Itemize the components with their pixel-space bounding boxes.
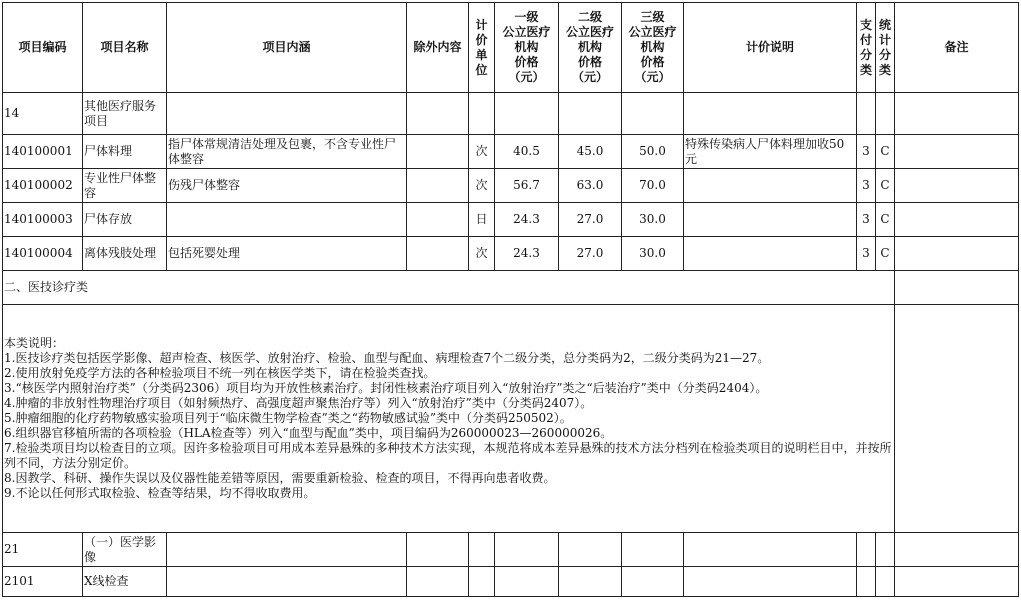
table-row [3, 237, 1019, 271]
note-line: 2.使用放射免疫学方法的各种检验项目不统一列在核医学类下，请在检验类查找。 [4, 366, 436, 380]
header-pay-class: 支 付 分 类 [857, 3, 876, 93]
cell-content [167, 93, 407, 135]
cell-unit: 日 [469, 203, 495, 237]
cell-code: 2101 [3, 567, 83, 597]
table-row [3, 169, 1019, 203]
cell-pay-class: 3 [857, 169, 876, 203]
cell-code: 21 [3, 533, 83, 567]
notes-row [3, 305, 1019, 533]
cell-stat-class [876, 567, 895, 597]
cell-remarks [895, 271, 1019, 305]
cell-unit [469, 533, 495, 567]
note-line: 5.肿瘤细胞的化疗药物敏感实验项目列于“临床微生物学检查”类之“药物敏感试验”类中（分类码250502）。 [4, 411, 572, 425]
section-row [3, 271, 1019, 305]
cell-code: 14 [3, 93, 83, 135]
cell-remarks [895, 237, 1019, 271]
cell-price-level3: 70.0 [622, 169, 684, 203]
cell-name: （一）医学影像 [83, 533, 167, 567]
header-content: 项目内涵 [167, 3, 407, 93]
section-title: 二、医技诊疗类 [3, 271, 895, 305]
cell-unit: 次 [469, 135, 495, 169]
cell-pay-class: 3 [857, 203, 876, 237]
cell-price-level1 [495, 567, 559, 597]
cell-content [167, 567, 407, 597]
cell-code: 140100002 [3, 169, 83, 203]
cell-unit: 次 [469, 169, 495, 203]
price-table [2, 2, 1019, 597]
cell-content: 指尸体常规清洁处理及包裹，不含专业性尸体整容 [167, 135, 407, 169]
note-line: 9.不论以任何形式取检验、检查等结果，均不得收取费用。 [4, 486, 316, 500]
cell-price-level2: 45.0 [559, 135, 622, 169]
note-line: 3.“核医学内照射治疗类”（分类码2306）项目均为开放性核素治疗。封闭性核素治疗项目列入“放射治疗”类之“后装治疗”类中（分类码2404）。 [4, 381, 768, 395]
cell-content: 包括死婴处理 [167, 237, 407, 271]
cell-pay-class [857, 567, 876, 597]
cell-price-level3: 30.0 [622, 237, 684, 271]
cell-remarks [895, 169, 1019, 203]
cell-content [167, 203, 407, 237]
cell-price-level2: 27.0 [559, 203, 622, 237]
cell-code: 140100001 [3, 135, 83, 169]
cell-remarks [895, 203, 1019, 237]
table-row [3, 135, 1019, 169]
cell-explain [684, 93, 857, 135]
cell-content: 伤残尸体整容 [167, 169, 407, 203]
cell-excluded [407, 93, 469, 135]
header-price-level3: 三级 公立医疗 机构 价格 （元） [622, 3, 684, 93]
cell-code: 140100003 [3, 203, 83, 237]
cell-price-level2: 63.0 [559, 169, 622, 203]
cell-explain [684, 169, 857, 203]
cell-name: 其他医疗服务项目 [83, 93, 167, 135]
cell-price-level2 [559, 93, 622, 135]
cell-price-level1: 56.7 [495, 169, 559, 203]
cell-price-level2: 27.0 [559, 237, 622, 271]
cell-price-level3 [622, 533, 684, 567]
note-line: 8.因教学、科研、操作失误以及仪器性能差错等原因，需要重新检验、检查的项目，不得再向患者收费。 [4, 471, 556, 485]
cell-remarks [895, 533, 1019, 567]
header-unit: 计 价 单 位 [469, 3, 495, 93]
cell-name: X线检查 [83, 567, 167, 597]
cell-price-level3: 50.0 [622, 135, 684, 169]
header-name: 项目名称 [83, 3, 167, 93]
header-price-level2: 二级 公立医疗 机构 价格 （元） [559, 3, 622, 93]
note-line: 7.检验类项目均以检查目的立项。因许多检验项目可用成本差异悬殊的多种技术方法实现，本规范将成本差异悬殊的技术方法分档列在检验类项目的说明栏目中，并按所列不同，方法分别定价。 [4, 441, 892, 470]
cell-price-level3 [622, 567, 684, 597]
note-line: 1.医技诊疗类包括医学影像、超声检查、核医学、放射治疗、检验、血型与配血、病理检查7个二级分类，总分类码为2，二级分类码为21—27。 [4, 351, 770, 365]
cell-remarks [895, 305, 1019, 533]
cell-pay-class [857, 533, 876, 567]
table-row [3, 93, 1019, 135]
cell-price-level2 [559, 533, 622, 567]
cell-excluded [407, 203, 469, 237]
header-price-level1: 一级 公立医疗 机构 价格 （元） [495, 3, 559, 93]
cell-remarks [895, 567, 1019, 597]
cell-explain [684, 203, 857, 237]
cell-stat-class: C [876, 237, 895, 271]
header-excluded: 除外内容 [407, 3, 469, 93]
cell-unit: 次 [469, 237, 495, 271]
note-line: 4.肿瘤的非放射性物理治疗项目（如射频热疗、高强度超声聚焦治疗等）列入“放射治疗”类中（分类码2407）。 [4, 396, 593, 410]
header-explain: 计价说明 [684, 3, 857, 93]
cell-stat-class: C [876, 135, 895, 169]
cell-price-level1: 40.5 [495, 135, 559, 169]
cell-code: 140100004 [3, 237, 83, 271]
cell-explain [684, 237, 857, 271]
cell-price-level3: 30.0 [622, 203, 684, 237]
header-remarks: 备注 [895, 3, 1019, 93]
cell-name: 专业性尸体整容 [83, 169, 167, 203]
cell-remarks [895, 93, 1019, 135]
table-row [3, 567, 1019, 597]
cell-unit [469, 93, 495, 135]
cell-price-level3 [622, 93, 684, 135]
cell-remarks [895, 135, 1019, 169]
cell-content [167, 533, 407, 567]
cell-explain: 特殊传染病人尸体料理加收50元 [684, 135, 857, 169]
cell-stat-class [876, 533, 895, 567]
header-code: 项目编码 [3, 3, 83, 93]
cell-price-level1: 24.3 [495, 203, 559, 237]
cell-pay-class: 3 [857, 237, 876, 271]
cell-pay-class: 3 [857, 135, 876, 169]
note-line: 本类说明： [4, 336, 65, 350]
cell-stat-class: C [876, 203, 895, 237]
cell-excluded [407, 567, 469, 597]
cell-name: 尸体存放 [83, 203, 167, 237]
cell-excluded [407, 533, 469, 567]
header-row [3, 3, 1019, 93]
cell-pay-class [857, 93, 876, 135]
header-stat-class: 统 计 分 类 [876, 3, 895, 93]
cell-price-level2 [559, 567, 622, 597]
table-row [3, 203, 1019, 237]
cell-excluded [407, 237, 469, 271]
table-row [3, 533, 1019, 567]
cell-price-level1 [495, 533, 559, 567]
cell-unit [469, 567, 495, 597]
cell-stat-class [876, 93, 895, 135]
cell-name: 尸体料理 [83, 135, 167, 169]
note-line: 6.组织器官移植所需的各项检验（HLA检查等）列入“血型与配血”类中，项目编码为260000023—260000026。 [4, 426, 613, 440]
cell-price-level1 [495, 93, 559, 135]
cell-name: 离体残肢处理 [83, 237, 167, 271]
cell-excluded [407, 135, 469, 169]
category-notes [3, 305, 895, 533]
cell-explain [684, 533, 857, 567]
cell-explain [684, 567, 857, 597]
cell-price-level1: 24.3 [495, 237, 559, 271]
cell-stat-class: C [876, 169, 895, 203]
cell-excluded [407, 169, 469, 203]
